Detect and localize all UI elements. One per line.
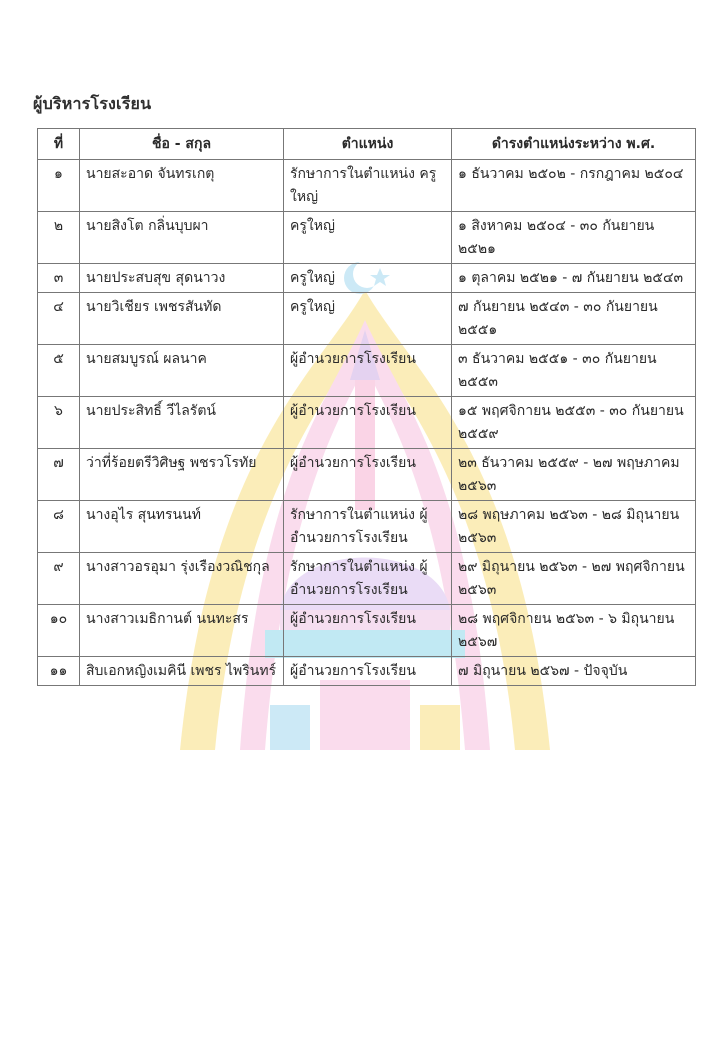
cell-term: ๑ ตุลาคม ๒๕๒๑ - ๗ กันยายน ๒๕๔๓: [452, 264, 696, 293]
table-row: [38, 449, 696, 501]
cell-term: ๑๕ พฤศจิกายน ๒๕๕๓ - ๓๐ กันยายน ๒๕๕๙: [452, 397, 696, 449]
administrators-table: [37, 128, 696, 686]
cell-no: ๑: [38, 160, 80, 212]
cell-position: ครูใหญ่: [284, 212, 452, 264]
cell-name: นายสมบูรณ์ ผลนาค: [80, 345, 284, 397]
header-term: ดำรงตำแหน่งระหว่าง พ.ศ.: [452, 129, 696, 160]
cell-no: ๕: [38, 345, 80, 397]
cell-name: นายประสบสุข สุดนาวง: [80, 264, 284, 293]
cell-position: ครูใหญ่: [284, 293, 452, 345]
cell-name: สิบเอกหญิงเมคินี เพชร ไพรินทร์: [80, 657, 284, 686]
cell-position: รักษาการในตำแหน่ง ผู้อำนวยการโรงเรียน: [284, 553, 452, 605]
table-row: [38, 501, 696, 553]
table-row: [38, 397, 696, 449]
cell-position: ผู้อำนวยการโรงเรียน: [284, 605, 452, 657]
cell-position: ครูใหญ่: [284, 264, 452, 293]
cell-term: ๗ มิถุนายน ๒๕๖๗ - ปัจจุบัน: [452, 657, 696, 686]
cell-no: ๖: [38, 397, 80, 449]
cell-term: ๗ กันยายน ๒๕๔๓ - ๓๐ กันยายน ๒๕๕๑: [452, 293, 696, 345]
table-row: [38, 605, 696, 657]
cell-no: ๗: [38, 449, 80, 501]
cell-name: ว่าที่ร้อยตรีวิศิษฐ พชรวโรทัย: [80, 449, 284, 501]
cell-term: ๒๘ พฤษภาคม ๒๕๖๓ - ๒๘ มิถุนายน ๒๕๖๓: [452, 501, 696, 553]
cell-position: ผู้อำนวยการโรงเรียน: [284, 657, 452, 686]
cell-term: ๒๙ มิถุนายน ๒๕๖๓ - ๒๗ พฤศจิกายน ๒๕๖๓: [452, 553, 696, 605]
cell-name: นางสาวอรอุมา รุ่งเรืองวณิชกุล: [80, 553, 284, 605]
header-no: ที่: [38, 129, 80, 160]
header-name: ชื่อ - สกุล: [80, 129, 284, 160]
cell-position: รักษาการในตำแหน่ง ผู้อำนวยการโรงเรียน: [284, 501, 452, 553]
table-header-row: [38, 129, 696, 160]
table-row: [38, 553, 696, 605]
cell-position: รักษาการในตำแหน่ง ครูใหญ่: [284, 160, 452, 212]
cell-no: ๑๐: [38, 605, 80, 657]
cell-position: ผู้อำนวยการโรงเรียน: [284, 345, 452, 397]
table-row: [38, 345, 696, 397]
table-row: [38, 212, 696, 264]
cell-name: นายวิเชียร เพชรสันทัด: [80, 293, 284, 345]
table-row: [38, 160, 696, 212]
cell-name: นางอุไร สุนทรนนท์: [80, 501, 284, 553]
header-position: ตำแหน่ง: [284, 129, 452, 160]
cell-position: ผู้อำนวยการโรงเรียน: [284, 397, 452, 449]
cell-position: ผู้อำนวยการโรงเรียน: [284, 449, 452, 501]
cell-no: ๓: [38, 264, 80, 293]
cell-term: ๓ ธันวาคม ๒๕๕๑ - ๓๐ กันยายน ๒๕๕๓: [452, 345, 696, 397]
cell-no: ๒: [38, 212, 80, 264]
cell-name: นายสะอาด จันทรเกตุ: [80, 160, 284, 212]
table-row: [38, 264, 696, 293]
cell-name: นางสาวเมธิกานต์ นนทะสร: [80, 605, 284, 657]
table-row: [38, 657, 696, 686]
cell-term: ๑ สิงหาคม ๒๕๐๔ - ๓๐ กันยายน ๒๕๒๑: [452, 212, 696, 264]
cell-no: ๑๑: [38, 657, 80, 686]
page-heading: ผู้บริหารโรงเรียน: [33, 94, 152, 113]
table-row: [38, 293, 696, 345]
cell-no: ๘: [38, 501, 80, 553]
cell-no: ๔: [38, 293, 80, 345]
cell-term: ๒๓ ธันวาคม ๒๕๕๙ - ๒๗ พฤษภาคม ๒๕๖๓: [452, 449, 696, 501]
cell-no: ๙: [38, 553, 80, 605]
cell-name: นายสิงโต กลิ่นบุบผา: [80, 212, 284, 264]
cell-name: นายประสิทธิ์ วีไลรัตน์: [80, 397, 284, 449]
cell-term: ๑ ธันวาคม ๒๕๐๒ - กรกฎาคม ๒๕๐๔: [452, 160, 696, 212]
cell-term: ๒๘ พฤศจิกายน ๒๕๖๓ - ๖ มิถุนายน ๒๕๖๗: [452, 605, 696, 657]
